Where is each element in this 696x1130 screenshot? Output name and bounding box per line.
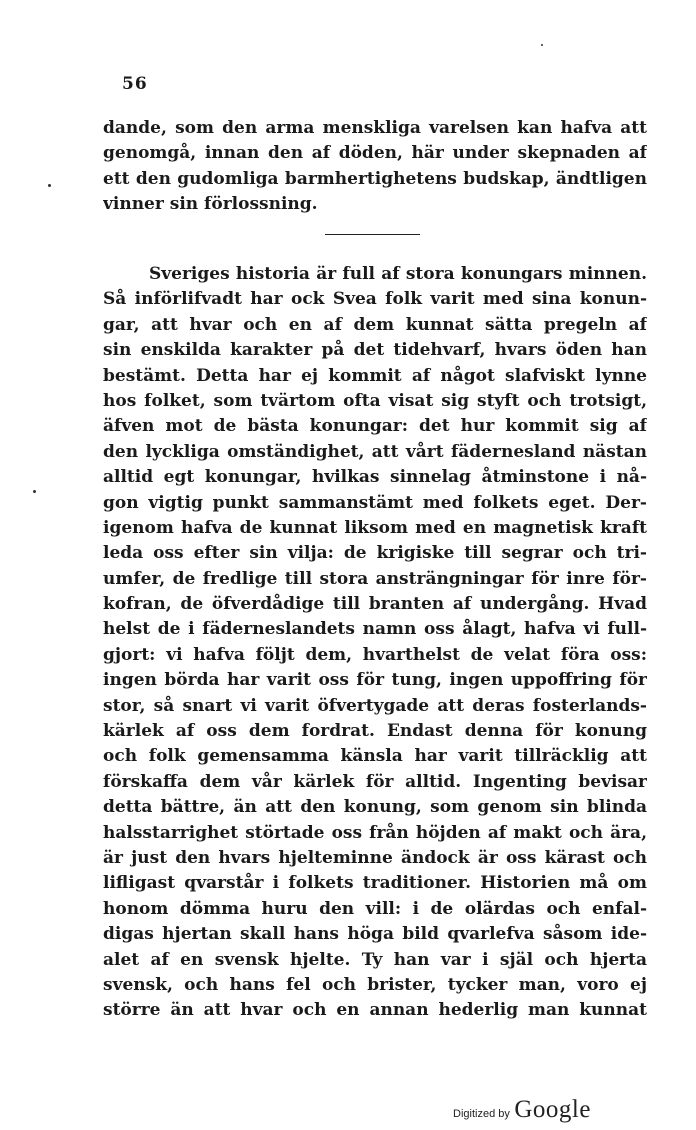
text-line: lifligast qvarstår i folkets traditioner. Historien må om: [103, 873, 647, 894]
text-line: dande, som den arma menskliga varelsen kan hafva att: [103, 118, 647, 138]
text-line: äfven mot de bästa konungar: det hur kommit sig af: [103, 416, 647, 437]
text-line: halsstarrighet störtade oss från höjden af makt och ära,: [103, 822, 647, 843]
text-line: alet af en svensk hjelte. Ty han var i själ och hjerta: [103, 949, 647, 970]
scan-speck: [541, 44, 543, 46]
digitized-by-label: Digitized by: [453, 1108, 510, 1120]
text-line: gjort: vi hafva följt dem, hvarthelst de velat föra oss:: [103, 644, 647, 665]
text-line: är just den hvars hjelteminne ändock är oss kärast och: [103, 847, 647, 868]
google-logo: Google: [514, 1096, 591, 1123]
text-line: bestämt. Detta har ej kommit af något slafviskt lynne: [103, 365, 647, 386]
text-line: kärlek af oss dem fordrat. Endast denna för konung: [103, 721, 647, 742]
text-line: den lyckliga omständighet, att vårt fädernesland nästan: [103, 441, 647, 462]
text-line: ingen börda har varit oss för tung, ingen uppoffring för: [103, 670, 647, 691]
scan-speck: [48, 184, 51, 187]
text-line: leda oss efter sin vilja: de krigiske till segrar och tri-: [103, 543, 647, 564]
paragraph-main: [103, 262, 647, 1024]
text-line: större än att hvar och en annan hederlig man kunnat: [103, 1000, 647, 1021]
text-line: och folk gemensamma känsla har varit tillräcklig att: [103, 746, 647, 767]
text-line: umfer, de fredlige till stora ansträngningar för inre för-: [103, 568, 647, 589]
text-line: Så införlifvadt har ock Svea folk varit med sina konun-: [103, 289, 647, 310]
text-line: förskaffa dem vår kärlek för alltid. Ingenting bevisar: [103, 771, 647, 792]
text-line: stor, så snart vi varit öfvertygade att deras fosterlands-: [103, 695, 647, 716]
text-line: ett den gudomliga barmhertighetens budskap, ändtligen: [103, 168, 647, 189]
text-line: Sveriges historia är full af stora konungars minnen.: [149, 264, 647, 284]
text-line: svensk, och hans fel och brister, tycker man, voro ej: [103, 974, 647, 995]
text-line: igenom hafva de kunnat liksom med en magnetisk kraft: [103, 517, 647, 538]
text-line: gon vigtig punkt sammanstämt med folkets eget. Der-: [103, 492, 647, 513]
scan-speck: [33, 490, 36, 493]
page-number: 56: [122, 74, 148, 94]
text-line: digas hjertan skall hans höga bild qvarlefva såsom ide-: [103, 924, 647, 945]
digitized-by-watermark: [453, 1096, 591, 1124]
text-line: genomgå, innan den af döden, här under skepnaden af: [103, 143, 647, 164]
text-line: detta bättre, än att den konung, som genom sin blinda: [103, 797, 647, 818]
text-line: kofran, de öfverdådige till branten af undergång. Hvad: [103, 594, 647, 615]
paragraph-continuation: [103, 116, 647, 218]
text-line: honom dömma huru den vill: i de olärdas och enfal-: [103, 898, 647, 919]
text-line: vinner sin förlossning.: [103, 194, 318, 215]
text-line: sin enskilda karakter på det tidehvarf, hvars öden han: [103, 340, 647, 361]
section-divider: [325, 234, 420, 235]
text-line: gar, att hvar och en af dem kunnat sätta pregeln af: [103, 314, 647, 335]
text-line: alltid egt konungar, hvilkas sinnelag åtminstone i nå-: [103, 467, 647, 488]
text-line: hos folket, som tvärtom ofta visat sig styft och trotsigt,: [103, 390, 647, 411]
text-line: helst de i fäderneslandets namn oss ålagt, hafva vi full-: [103, 619, 647, 640]
